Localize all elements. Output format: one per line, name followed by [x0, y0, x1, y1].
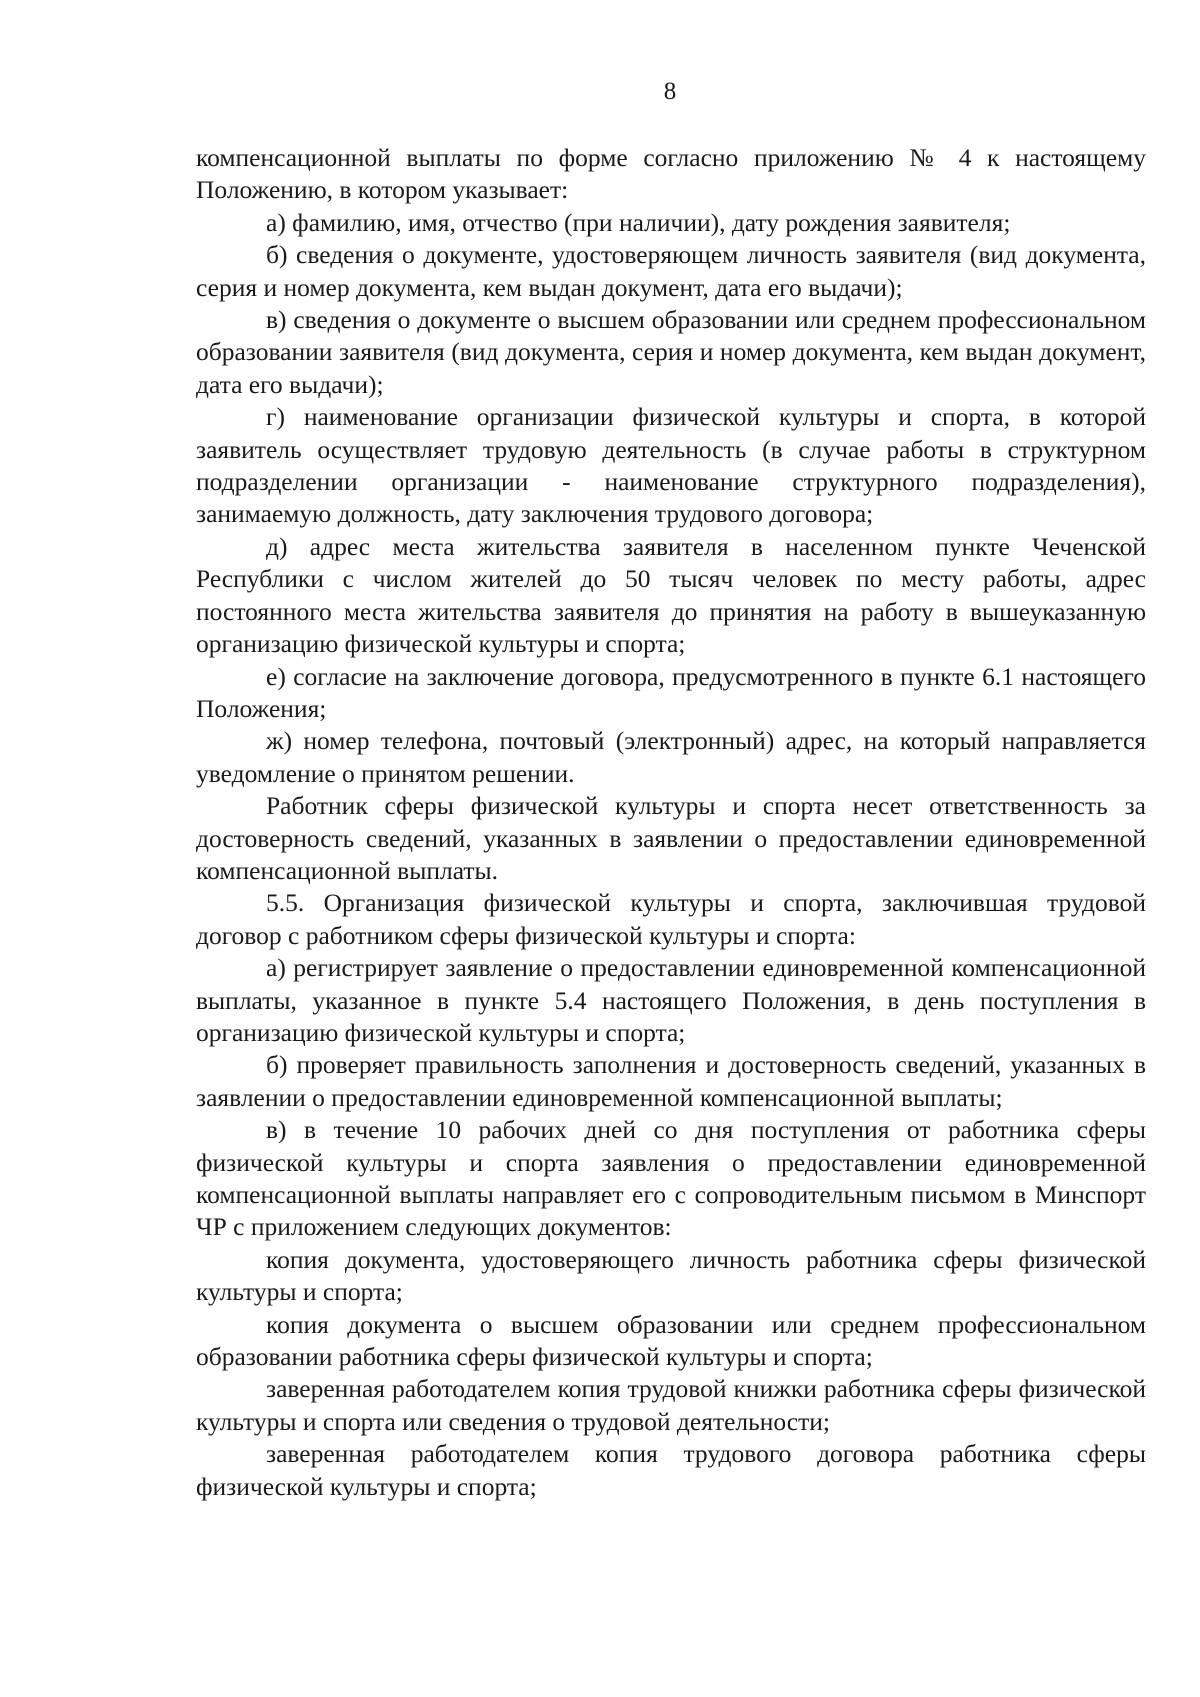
paragraph: б) сведения о документе, удостоверяющем личность заявителя (вид документа, серия и номер документа, кем выдан документ, дата его выдачи); — [196, 240, 1146, 302]
page-number: 8 — [663, 78, 677, 105]
paragraph: копия документа о высшем образовании или среднем профессиональном образовании работника сферы физической культуры и спорта; — [196, 1309, 1146, 1372]
paragraph: компенсационной выплаты по форме согласно приложению № 4 к настоящему Положению, в котором указывает: — [196, 143, 1146, 205]
paragraph: 5.5. Организация физической культуры и спорта, заключившая трудовой договор с работником сферы физической культуры и спорта: — [196, 888, 1146, 950]
paragraph: а) регистрирует заявление о предоставлении единовременной компенсационной выплаты, указанное в пункте 5.4 настоящего Положения, в день поступления в организацию физической культуры и спорта; — [196, 953, 1146, 1047]
paragraph: в) в течение 10 рабочих дней со дня поступления от работника сферы физической культуры и спорта заявления о предоставлении единовременной компенсационной выплаты направляет его с сопроводительным письмом в Минспорт ЧР с приложением следующих документов: — [196, 1115, 1146, 1242]
paragraph: д) адрес места жительства заявителя в населенном пункте Чеченской Республики с числом жителей до 50 тысяч человек по месту работы, адрес постоянного места жительства заявителя до принятия на работу в вышеуказанную организацию физической культуры и спорта; — [196, 531, 1146, 659]
paragraph: заверенная работодателем копия трудовой книжки работника сферы физической культуры и спорта или сведения о трудовой деятельности; — [196, 1374, 1146, 1436]
paragraph: б) проверяет правильность заполнения и достоверность сведений, указанных в заявлении о предоставлении единовременной компенсационной выплаты; — [196, 1050, 1146, 1112]
paragraph: а) фамилию, имя, отчество (при наличии), дату рождения заявителя; — [266, 207, 1011, 237]
paragraph: е) согласие на заключение договора, предусмотренного в пункте 6.1 настоящего Положения; — [196, 661, 1146, 723]
paragraph: заверенная работодателем копия трудового договора работника сферы физической культуры и спорта; — [196, 1439, 1146, 1501]
paragraph: ж) номер телефона, почтовый (электронный) адрес, на который направляется уведомление о принятом решении. — [196, 726, 1146, 788]
paragraph: г) наименование организации физической культуры и спорта, в которой заявитель осуществляет трудовую деятельность (в случае работы в структурном подразделении организации - наименование структурного подразделения), занимаемую должность, дату заключения трудового договора; — [196, 402, 1146, 529]
document-body — [196, 142, 1146, 1503]
paragraph: в) сведения о документе о высшем образовании или среднем профессиональном образовании заявителя (вид документа, серия и номер документа, кем выдан документ, дата его выдачи); — [196, 305, 1146, 399]
paragraph: копия документа, удостоверяющего личность работника сферы физической культуры и спорта; — [196, 1244, 1146, 1307]
paragraph: Работник сферы физической культуры и спорта несет ответственность за достоверность сведений, указанных в заявлении о предоставлении единовременной компенсационной выплаты. — [196, 791, 1146, 885]
